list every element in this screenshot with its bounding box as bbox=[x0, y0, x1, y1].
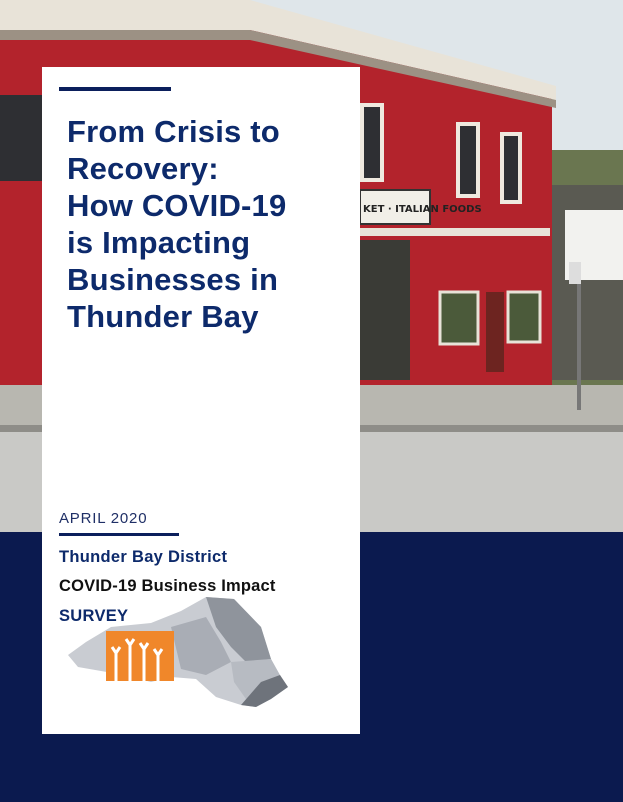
subtitle-district: Thunder Bay District bbox=[59, 548, 228, 566]
report-title bbox=[67, 113, 352, 335]
title-line: Thunder Bay bbox=[67, 299, 259, 334]
subtitle-survey: SURVEY bbox=[59, 607, 129, 625]
top-rule bbox=[59, 87, 171, 91]
title-line: How COVID-19 bbox=[67, 188, 287, 223]
report-date: APRIL 2020 bbox=[59, 510, 148, 527]
title-line: is Impacting bbox=[67, 225, 251, 260]
cover-card bbox=[42, 67, 360, 734]
storefront-sign: KET · ITALIAN FOODS bbox=[363, 204, 482, 215]
subtitle-impact: COVID-19 Business Impact bbox=[59, 577, 276, 595]
raised-hands-icon bbox=[106, 631, 174, 681]
date-rule bbox=[59, 533, 179, 536]
title-line: Recovery: bbox=[67, 151, 219, 186]
title-line: Businesses in bbox=[67, 262, 279, 297]
title-line: From Crisis to bbox=[67, 114, 280, 149]
